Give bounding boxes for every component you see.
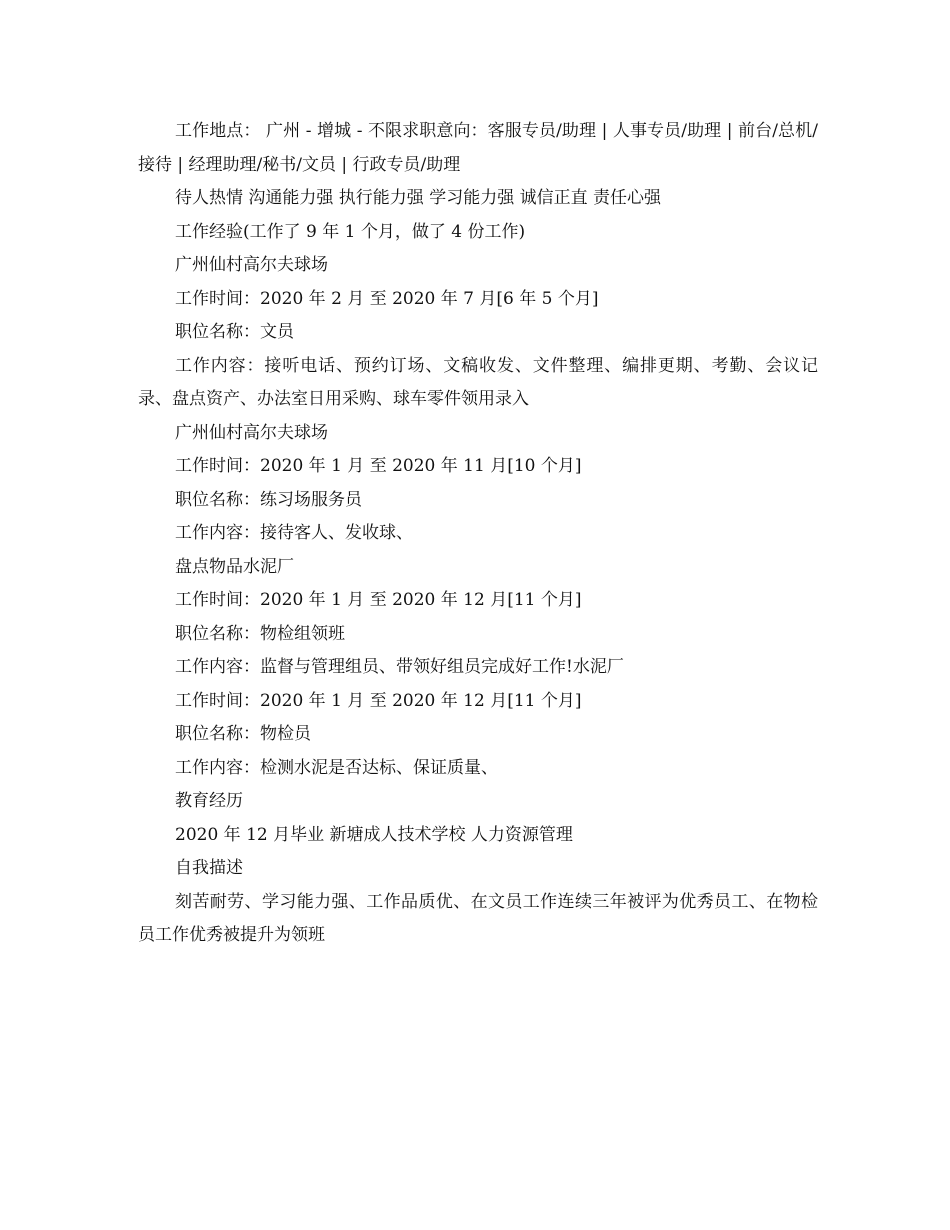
job-1-title: 职位名称：文员 xyxy=(175,322,294,342)
location-and-intent-line: 工作地点： 广州 - 增城 - 不限求职意向：客服专员/助理 | 人事专员/助理 | 前台/总机/接待 | 经理助理/秘书/文员 | 行政专员/助理 xyxy=(138,121,818,175)
job-4-content: 工作内容：检测水泥是否达标、保证质量、 xyxy=(175,757,498,778)
job-1-time: 工作时间：2020 年 2 月 至 2020 年 7 月[6 年 5 个月] xyxy=(175,288,599,309)
education-heading: 教育经历 xyxy=(175,791,243,811)
experience-summary: 工作经验(工作了 9 年 1 个月，做了 4 份工作) xyxy=(175,221,526,242)
job-2-content: 工作内容：接待客人、发收球、 xyxy=(175,523,413,543)
self-description-text: 刻苦耐劳、学习能力强、工作品质优、在文员工作连续三年被评为优秀员工、在物检员工作优秀被提升为领班 xyxy=(138,891,818,945)
job-2-company: 广州仙村高尔夫球场 xyxy=(175,422,328,443)
job-1-company: 广州仙村高尔夫球场 xyxy=(175,255,328,275)
job-2-time: 工作时间：2020 年 1 月 至 2020 年 11 月[10 个月] xyxy=(175,456,582,476)
job-3-title: 职位名称：物检组领班 xyxy=(175,623,345,644)
traits-line: 待人热情 沟通能力强 执行能力强 学习能力强 诚信正直 责任心强 xyxy=(175,188,662,208)
resume-content xyxy=(138,115,818,953)
education-detail: 2020 年 12 月毕业 新塘成人技术学校 人力资源管理 xyxy=(175,824,573,845)
self-description-heading: 自我描述 xyxy=(175,858,243,878)
job-2-title: 职位名称：练习场服务员 xyxy=(175,489,362,510)
job-3-company: 盘点物品水泥厂 xyxy=(175,556,294,577)
job-3-time: 工作时间：2020 年 1 月 至 2020 年 12 月[11 个月] xyxy=(175,590,582,610)
job-1-content: 工作内容：接听电话、预约订场、文稿收发、文件整理、编排更期、考勤、会议记录、盘点资产、办法室日用采购、球车零件领用录入 xyxy=(138,355,818,409)
job-3-content: 工作内容：监督与管理组员、带领好组员完成好工作!水泥厂 xyxy=(175,657,624,677)
job-4-time: 工作时间：2020 年 1 月 至 2020 年 12 月[11 个月] xyxy=(175,690,582,711)
job-4-title: 职位名称：物检员 xyxy=(175,724,311,744)
